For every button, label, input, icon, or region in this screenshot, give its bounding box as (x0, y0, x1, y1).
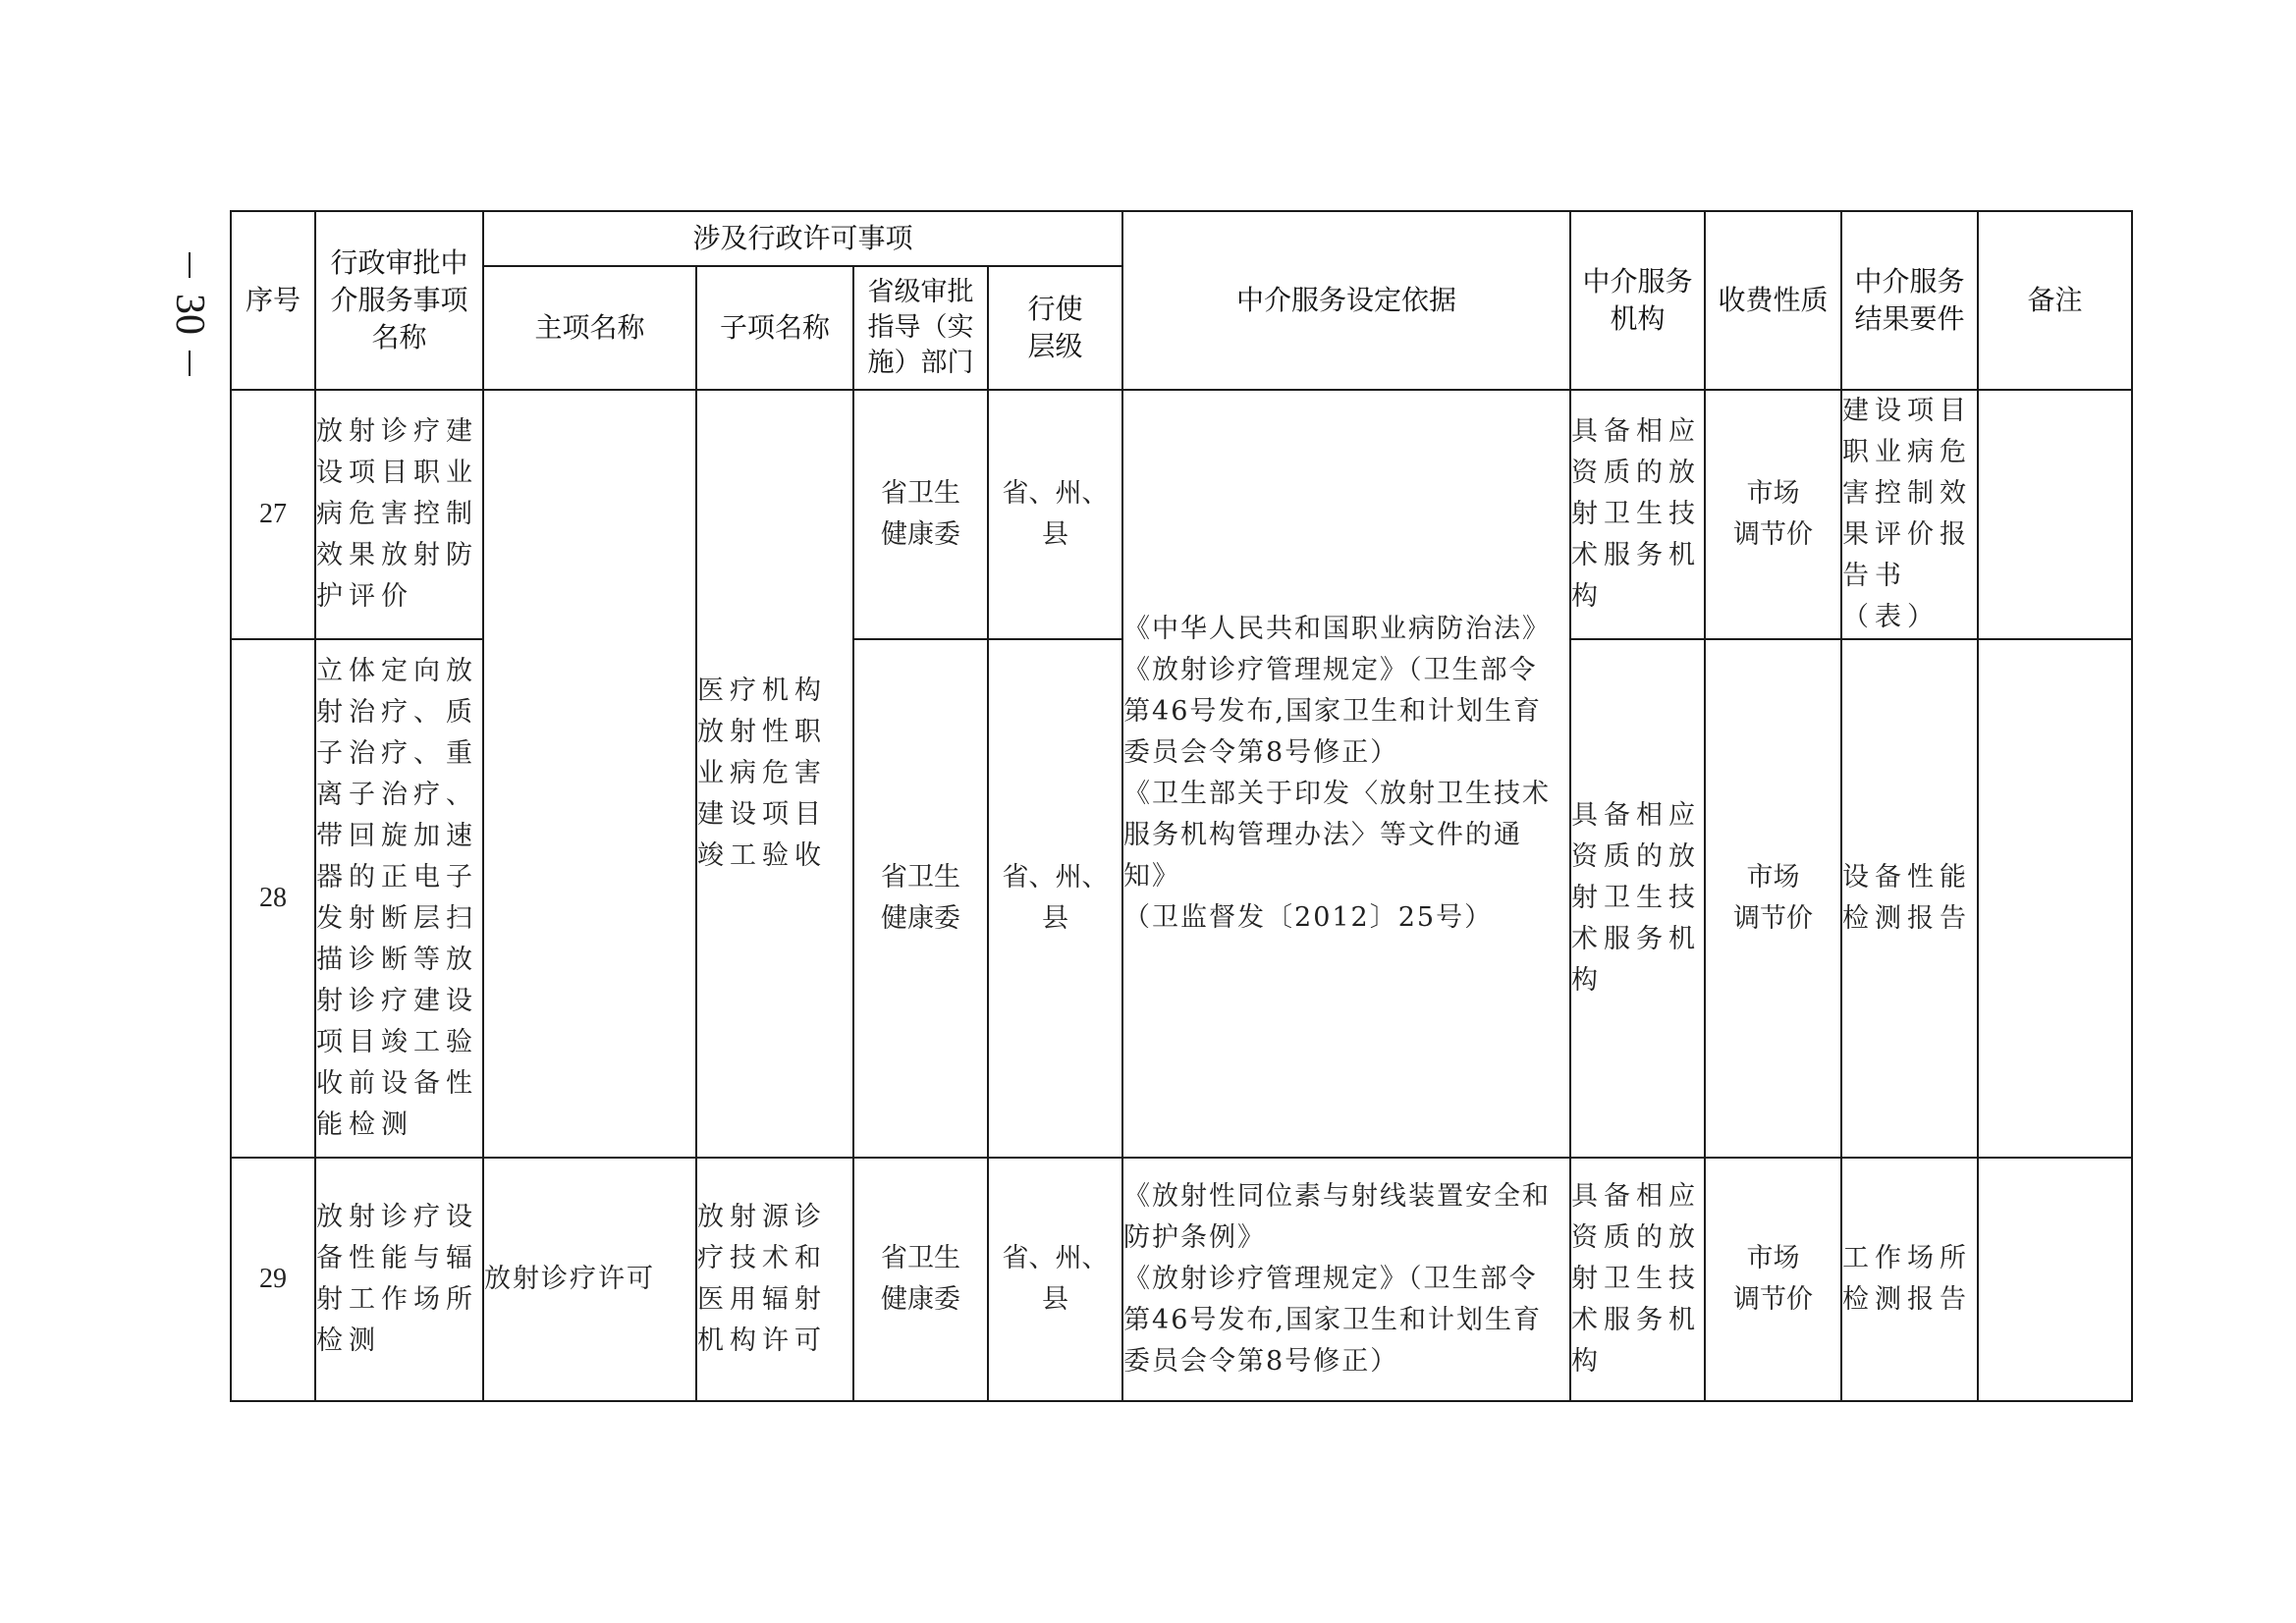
row-27-fee: 市场 调节价 (1705, 390, 1841, 639)
header-remark: 备注 (1978, 211, 2132, 390)
row-29-agency: 具备相应 资质的放 射卫生技 术服务机 构 (1570, 1158, 1705, 1401)
header-fee: 收费性质 (1705, 211, 1841, 390)
row-27-agency: 具备相应 资质的放 射卫生技 术服务机 构 (1570, 390, 1705, 639)
row-27-28-main-item (483, 390, 696, 1158)
row-27-seq: 27 (231, 390, 315, 639)
row-29-fee: 市场 调节价 (1705, 1158, 1841, 1401)
header-main-item: 主项名称 (483, 266, 696, 390)
header-level: 行使 层级 (988, 266, 1122, 390)
row-28-level: 省、州、 县 (988, 639, 1122, 1158)
page-number-text: 30 (167, 294, 212, 335)
row-29-remark (1978, 1158, 2132, 1401)
row-27-level: 省、州、 县 (988, 390, 1122, 639)
row-27-item-name: 放射诊疗建 设项目职业 病危害控制 效果放射防 护评价 (315, 390, 483, 639)
row-28-agency: 具备相应 资质的放 射卫生技 术服务机 构 (1570, 639, 1705, 1158)
page-number (163, 236, 216, 393)
header-result: 中介服务 结果要件 (1841, 211, 1978, 390)
row-29-sub-item: 放射源诊 疗技术和 医用辐射 机构许可 (696, 1158, 853, 1401)
row-29-item-name: 放射诊疗设 备性能与辐 射工作场所 检测 (315, 1158, 483, 1401)
header-license-group: 涉及行政许可事项 (483, 211, 1122, 266)
row-27-result: 建设项目 职业病危 害控制效 果评价报 告书（表） (1841, 390, 1978, 639)
row-29-basis: 《放射性同位素与射线装置安全和 防护条例》 《放射诊疗管理规定》（卫生部令 第46号发布,国家卫生和计划生育 委员会令第8号修正） (1122, 1158, 1570, 1401)
header-sub-item: 子项名称 (696, 266, 853, 390)
intermediary-service-table (230, 210, 2133, 1402)
page-number-dash-bottom (189, 351, 191, 376)
row-27-28-basis: 《中华人民共和国职业病防治法》 《放射诊疗管理规定》（卫生部令 第46号发布,国家卫生和计划生育 委员会令第8号修正） 《卫生部关于印发〈放射卫生技术 服务机构管理办法〉等文件的通知》 （卫监督发〔2012〕25号） (1122, 390, 1570, 1158)
row-28-seq: 28 (231, 639, 315, 1158)
row-28-result: 设备性能 检测报告 (1841, 639, 1978, 1158)
row-29-seq: 29 (231, 1158, 315, 1401)
row-29-main-item: 放射诊疗许可 (483, 1158, 696, 1401)
table-row (231, 390, 2132, 639)
row-27-28-sub-item: 医疗机构 放射性职 业病危害 建设项目 竣工验收 (696, 390, 853, 1158)
header-item-name: 行政审批中 介服务事项 名称 (315, 211, 483, 390)
row-28-remark (1978, 639, 2132, 1158)
header-dept: 省级审批 指导（实 施）部门 (853, 266, 988, 390)
row-29-level: 省、州、 县 (988, 1158, 1122, 1401)
page-number-dash-top (189, 252, 191, 278)
row-29-dept: 省卫生 健康委 (853, 1158, 988, 1401)
row-27-remark (1978, 390, 2132, 639)
row-27-dept: 省卫生 健康委 (853, 390, 988, 639)
row-29-result: 工作场所 检测报告 (1841, 1158, 1978, 1401)
header-seq: 序号 (231, 211, 315, 390)
header-agency: 中介服务 机构 (1570, 211, 1705, 390)
row-28-fee: 市场 调节价 (1705, 639, 1841, 1158)
table-row (231, 1158, 2132, 1401)
row-28-dept: 省卫生 健康委 (853, 639, 988, 1158)
header-basis: 中介服务设定依据 (1122, 211, 1570, 390)
row-28-item-name: 立体定向放 射治疗、质 子治疗、重 离子治疗、 带回旋加速 器的正电子 发射断层扫 描诊断等放 射诊疗建设 项目竣工验 收前设备性 能检测 (315, 639, 483, 1158)
